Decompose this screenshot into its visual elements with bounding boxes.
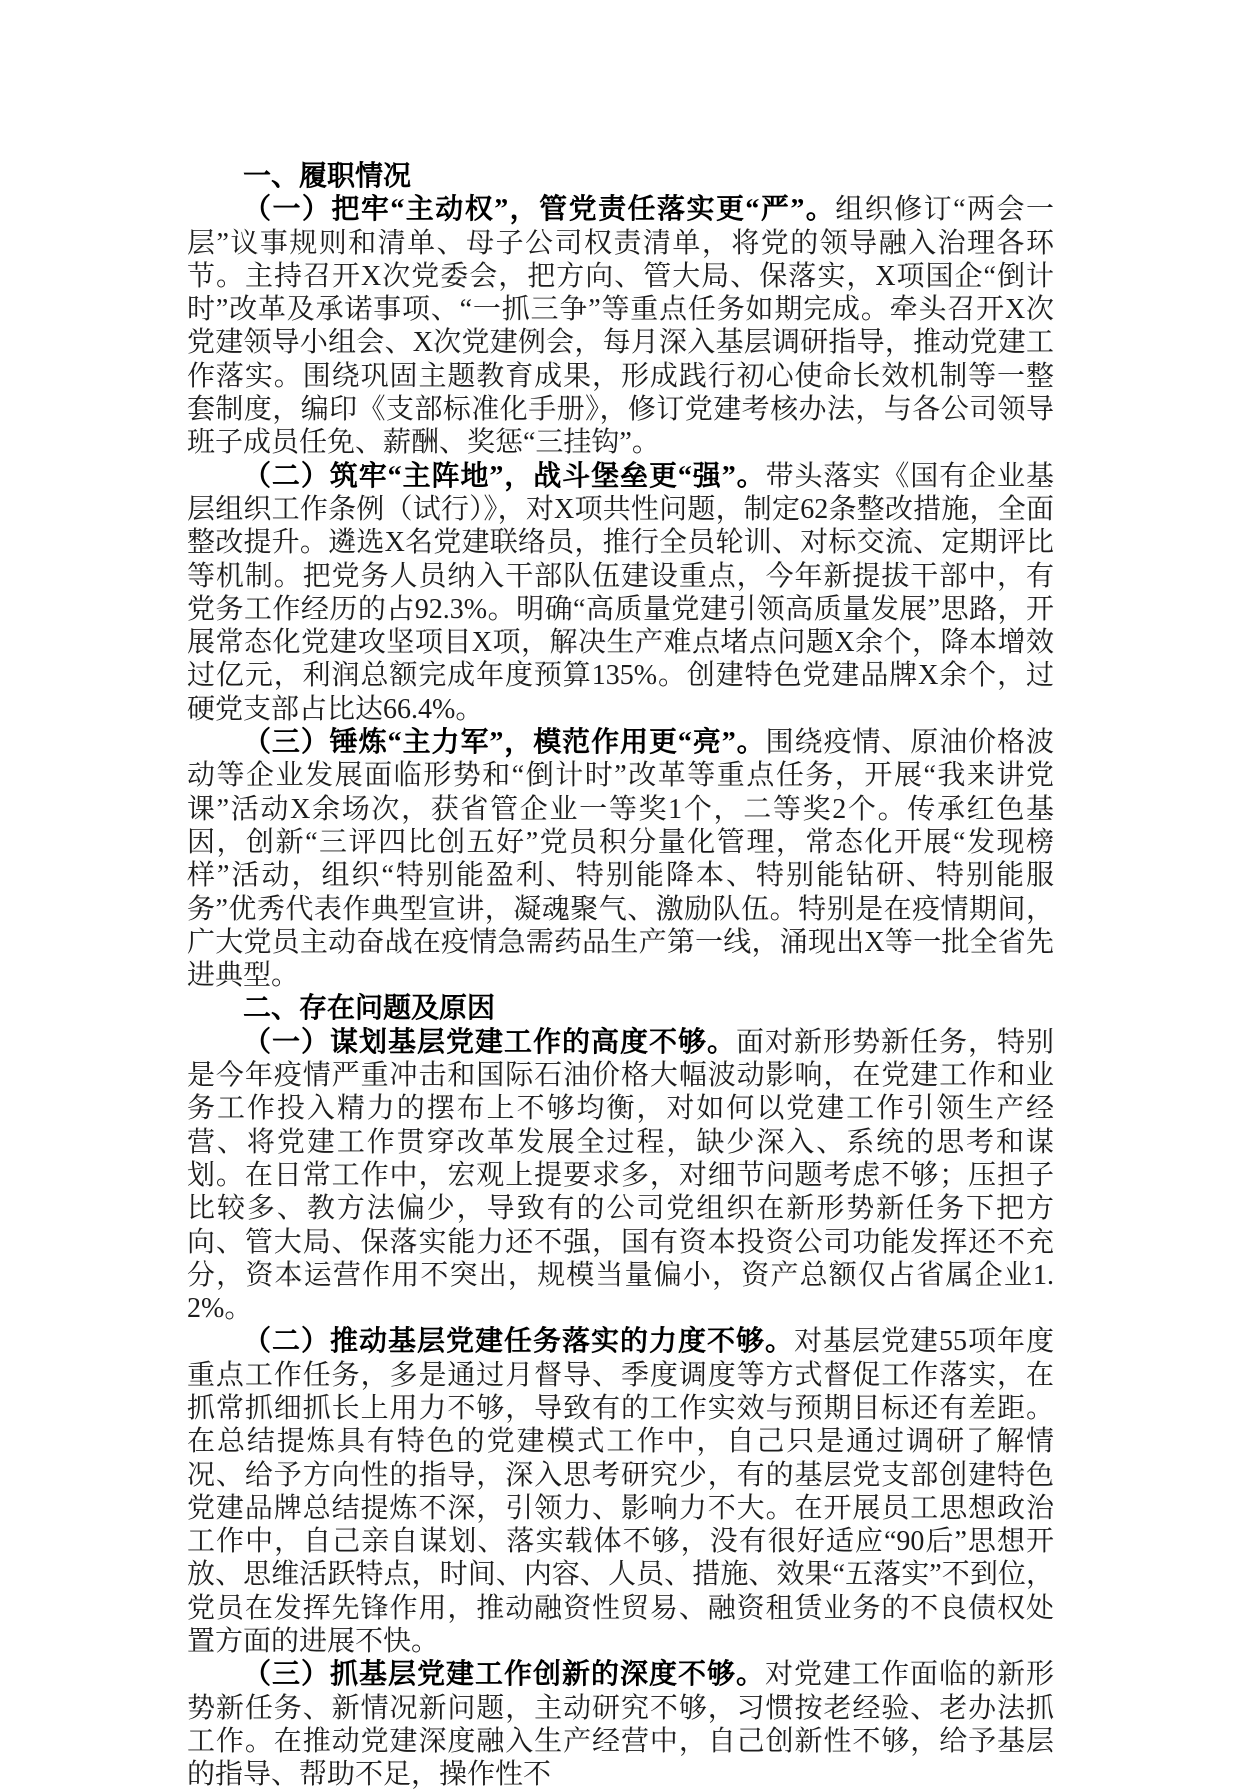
paragraph-body: 面对新形势新任务，特别是今年疫情严重冲击和国际石油价格大幅波动影响，在党建工作和业务工作投入精力的摆布上不够均衡，对如何以党建工作引领生产经营、将党建工作贯穿改革发展全过程，缺少深入、系统的思考和谋划。在日常工作中，宏观上提要求多，对细节问题考虑不够；压担子比较多、教方法偏少，导致有的公司党组织在新形势新任务下把方向、管大局、保落实能力还不强，国有资本投资公司功能发挥还不充分，资本运营作用不突出，规模当量偏小，资产总额仅占省属企业1.2%。	[187, 1026, 1054, 1325]
paragraph-lead: （三）锤炼“主力军”，模范作用更“亮”。	[243, 727, 766, 759]
paragraph-implementation-strength	[187, 1325, 1054, 1658]
paragraph-body: 对基层党建55项年度重点工作任务，多是通过月督导、季度调度等方式督促工作落实，在抓常抓细抓长上用力不够，导致有的工作实效与预期目标还有差距。在总结提炼具有特色的党建模式工作中，自己只是通过调研了解情况、给予方向性的指导，深入思考研究少，有的基层党支部创建特色党建品牌总结提炼不深，引领力、影响力不大。在开展员工思想政治工作中，自己亲自谋划、落实载体不够，没有很好适应“90后”思想开放、思维活跃特点，时间、内容、人员、措施、效果“五落实”不到位，党员在发挥先锋作用，推动融资性贸易、融资租赁业务的不良债权处置方面的进展不快。	[187, 1326, 1054, 1658]
paragraph-body: 带头落实《国有企业基层组织工作条例（试行）》，对X项共性问题，制定62条整改措施，全面整改提升。遴选X名党建联络员，推行全员轮训、对标交流、定期评比等机制。把党务人员纳入干部队伍建设重点，今年新提拔干部中，有党务工作经历的占92.3%。明确“高质量党建引领高质量发展”思路，开展常态化党建攻坚项目X项，解决生产难点堵点问题X余个，降本增效过亿元，利润总额完成年度预算135%。创建特色党建品牌X余个，过硬党支部占比达66.4%。	[187, 460, 1054, 725]
paragraph-body: 对党建工作面临的新形势新任务、新情况新问题，主动研究不够，习惯按老经验、老办法抓工作。在推动党建深度融入生产经营中，自己创新性不够，给予基层的指导、帮助不足，操作性不	[187, 1659, 1054, 1791]
paragraph-innovation-depth	[187, 1658, 1054, 1791]
paragraph-lead: （一）谋划基层党建工作的高度不够。	[243, 1026, 736, 1058]
paragraph-lead: （二）筑牢“主阵地”，战斗堡垒更“强”。	[243, 460, 766, 492]
heading-text: 一、履职情况	[243, 161, 412, 192]
paragraph-planning-height	[187, 1026, 1054, 1326]
paragraph-grip-initiative	[187, 193, 1054, 459]
heading-text: 二、存在问题及原因	[243, 993, 496, 1025]
paragraph-body: 围绕疫情、原油价格波动等企业发展面临形势和“倒计时”改革等重点任务，开展“我来讲党课”活动X余场次，获省管企业一等奖1个，二等奖2个。传承红色基因，创新“三评四比创五好”党员积分量化管理，常态化开展“发现榜样”活动，组织“特别能盈利、特别能降本、特别能钻研、特别能服务”优秀代表作典型宣讲，凝魂聚气、激励队伍。特别是在疫情期间，广大党员主动奋战在疫情急需药品生产第一线，涌现出X等一批全省先进典型。	[187, 727, 1054, 992]
paragraph-body: 组织修订“两会一层”议事规则和清单、母子公司权责清单，将党的领导融入治理各环节。主持召开X次党委会，把方向、管大局、保落实，X项国企“倒计时”改革及承诺事项、“一抓三争”等重点任务如期完成。牵头召开X次党建领导小组会、X次党建例会，每月深入基层调研指导，推动党建工作落实。围绕巩固主题教育成果，形成践行初心使命长效机制等一整套制度，编印《支部标准化手册》，修订党建考核办法，与各公司领导班子成员任免、薪酬、奖惩“三挂钩”。	[187, 194, 1054, 459]
section-heading-performance	[187, 160, 1054, 193]
paragraph-fortify-position	[187, 460, 1054, 726]
paragraph-lead: （二）推动基层党建任务落实的力度不够。	[243, 1326, 794, 1358]
section-heading-problems	[187, 992, 1054, 1025]
paragraph-lead: （一）把牢“主动权”，管党责任落实更“严”。	[243, 194, 836, 226]
paragraph-temper-main-force	[187, 726, 1054, 992]
paragraph-lead: （三）抓基层党建工作创新的深度不够。	[243, 1659, 765, 1691]
